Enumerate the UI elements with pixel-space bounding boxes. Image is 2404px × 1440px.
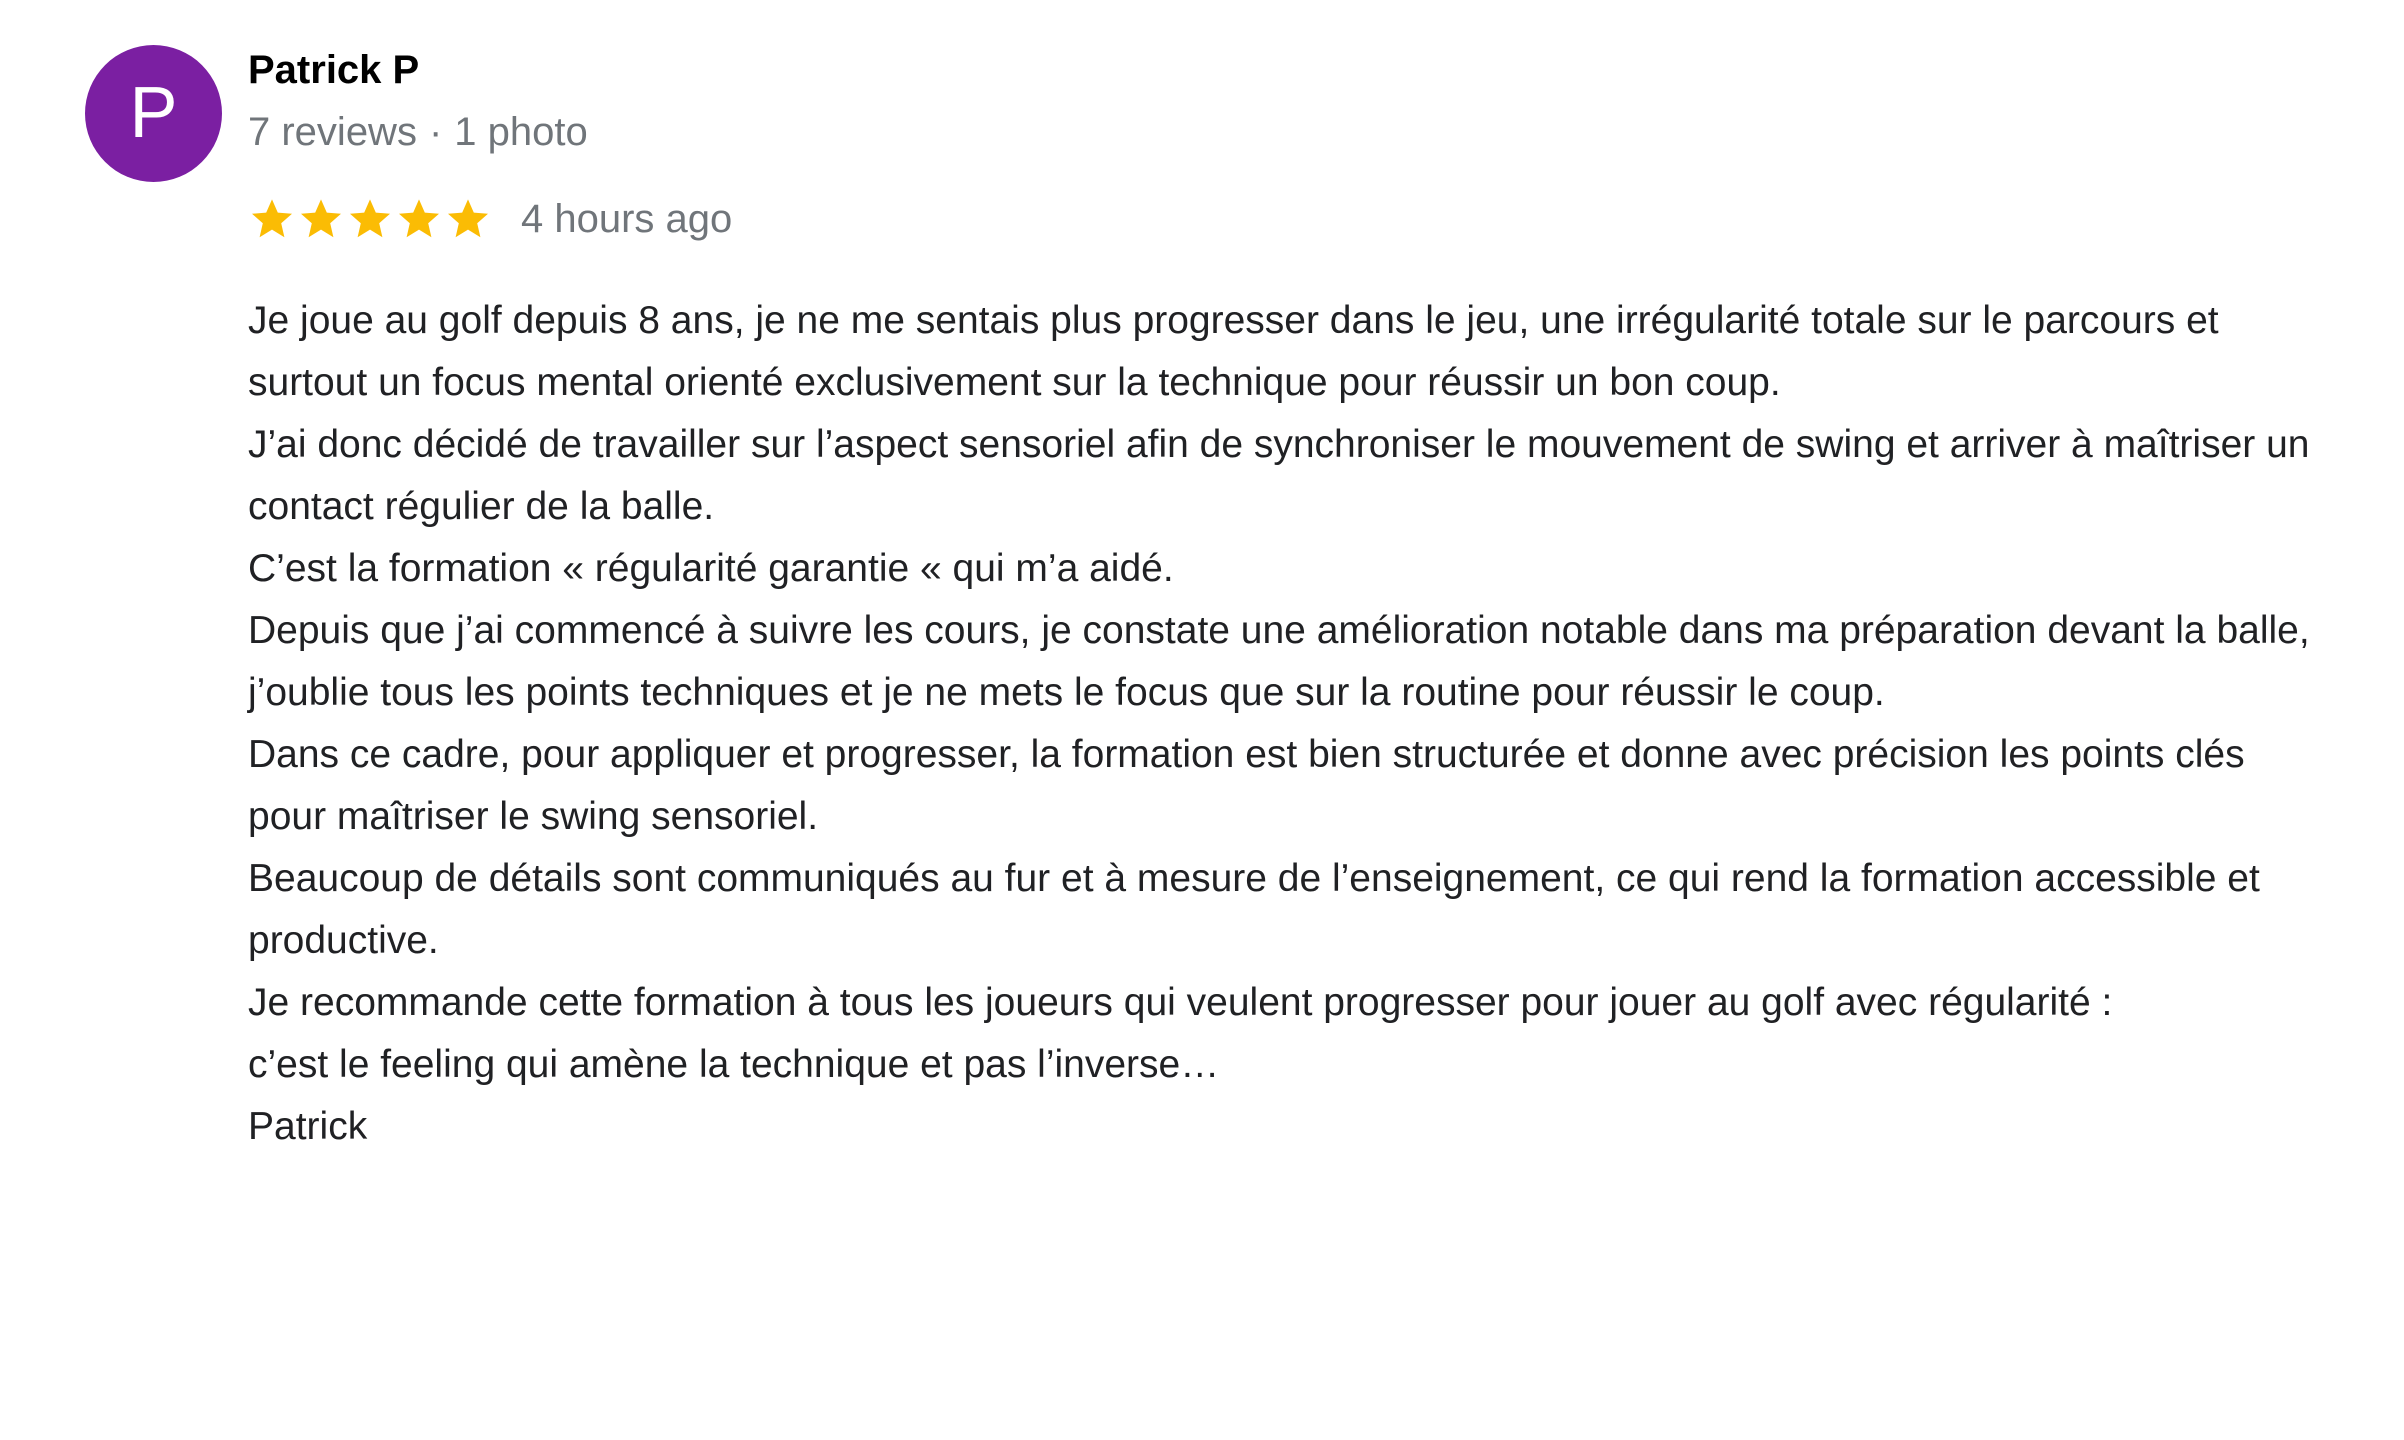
author-name[interactable]: Patrick P <box>248 48 420 92</box>
review-time: 4 hours ago <box>521 197 733 241</box>
review-paragraph: J’ai donc décidé de travailler sur l’aspect sensoriel afin de synchroniser le mouvement de swing et arriver à maîtriser un contact régulier de la balle. <box>248 423 2310 528</box>
review-paragraph: C’est la formation « régularité garantie « qui m’a aidé. <box>248 547 1174 590</box>
review-paragraph: c’est le feeling qui amène la technique et pas l’inverse… <box>248 1043 1220 1086</box>
rating-row <box>248 186 732 252</box>
author-meta <box>248 104 588 160</box>
star-icon <box>248 195 296 243</box>
photos-count: 1 photo <box>454 110 588 154</box>
review-paragraph: Je joue au golf depuis 8 ans, je ne me sentais plus progresser dans le jeu, une irrégularité totale sur le parcours et surtout un focus mental orienté exclusivement sur la technique pour réussir un bon coup. <box>248 299 2219 404</box>
avatar[interactable]: P <box>85 45 222 182</box>
review-paragraph: Dans ce cadre, pour appliquer et progresser, la formation est bien structurée et donne avec précision les points clés pour maîtriser le swing sensoriel. <box>248 733 2245 838</box>
meta-separator: · <box>428 110 443 154</box>
star-icon <box>395 195 443 243</box>
star-icon <box>346 195 394 243</box>
review-paragraph: Je recommande cette formation à tous les joueurs qui veulent progresser pour jouer au golf avec régularité : <box>248 981 2113 1024</box>
reviews-count: 7 reviews <box>248 110 417 154</box>
star-icon <box>444 195 492 243</box>
review-text <box>248 290 2328 1158</box>
review-paragraph: Patrick <box>248 1105 368 1148</box>
review-paragraph: Depuis que j’ai commencé à suivre les cours, je constate une amélioration notable dans ma préparation devant la balle, j’oublie tous les points techniques et je ne mets le focus que sur la routine pour réussir le coup. <box>248 609 2310 714</box>
author-block <box>248 42 588 160</box>
review-paragraph: Beaucoup de détails sont communiqués au fur et à mesure de l’enseignement, ce qui rend la formation accessible et productive. <box>248 857 2260 962</box>
star-rating <box>248 195 493 243</box>
star-icon <box>297 195 345 243</box>
